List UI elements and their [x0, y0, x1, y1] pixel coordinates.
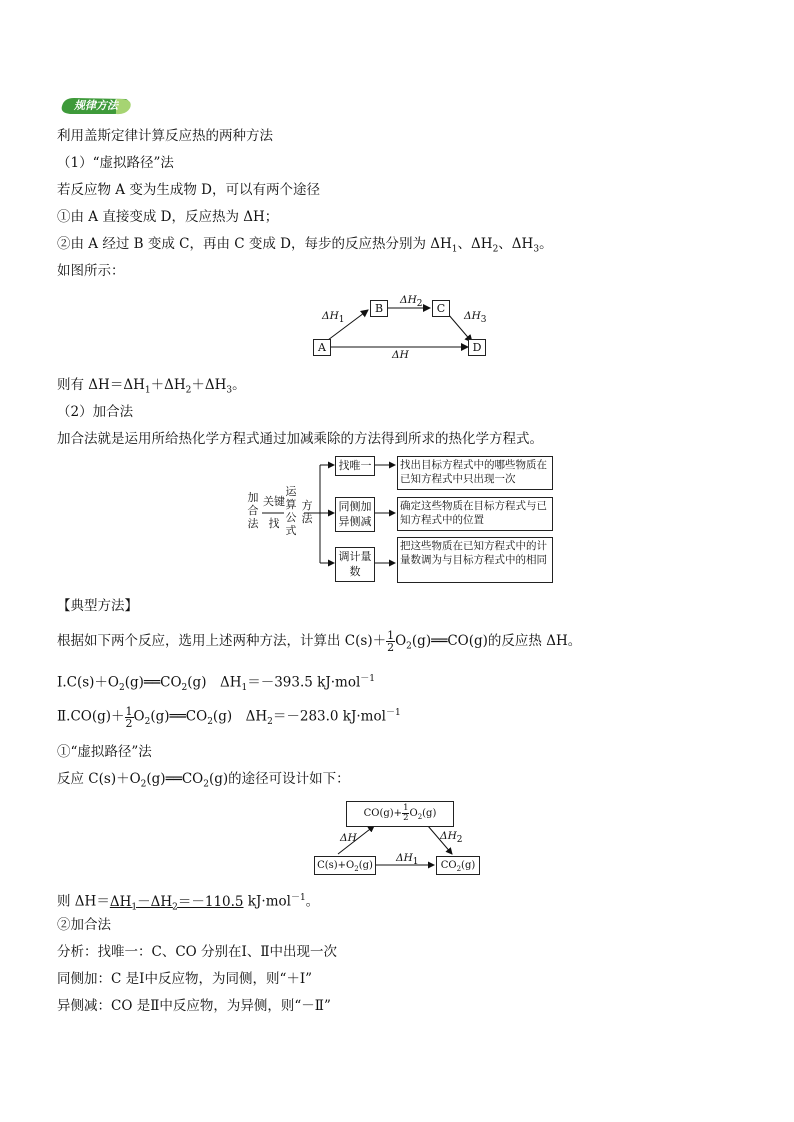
- label-dh1: $\Delta H_1$: [322, 310, 345, 326]
- node-b: B: [370, 300, 388, 317]
- co-intermediate-box: CO(g)+ $\frac{1}{2}$ $O_2(g)$: [346, 801, 454, 827]
- reaction-2: Ⅱ.CO(g)＋ $\frac{1}{2}$ $O_2(g)══CO_2(g)$ $\Delta H_2=-283.0$ kJ·mol$^{-1}$: [57, 704, 401, 730]
- intro-text: 利用盖斯定律计算反应热的两种方法: [57, 128, 273, 144]
- method2-description: 加合法就是运用所给热化学方程式通过加减乘除的方法得到所求的热化学方程式。: [57, 431, 543, 447]
- reaction-1: $Ⅰ.C(s)+O_2(g)══CO_2(g)$ $\Delta H_1=-393.5$ kJ·mol$^{-1}$: [57, 674, 376, 694]
- opposite-side-text: 异侧减：CO 是Ⅱ中反应物，为异侧，则“－Ⅱ”: [57, 998, 331, 1014]
- key-label: 关键: [263, 495, 285, 508]
- method1-heading: （1）“虚拟路径”法: [57, 155, 174, 171]
- question-text: 根据如下两个反应，选用上述两种方法，计算出 C(s)＋ $\frac{1}{2}$ $O_2(g)══CO(g)$的反应热 ΔH。: [57, 629, 582, 654]
- label-dh: ΔH: [392, 349, 409, 361]
- label-dh1-across: $\Delta H_1$: [396, 852, 419, 868]
- node-a: A: [313, 339, 331, 356]
- addition-method-diagram: [240, 455, 560, 585]
- reactants-box: $C(s)+O_2(g)$: [314, 856, 376, 875]
- label-dh2: $\Delta H_2$: [400, 294, 423, 310]
- same-side-text: 同侧加：C 是Ⅰ中反应物，为同侧，则“＋Ⅰ”: [57, 971, 313, 987]
- label-dh-up: ΔH: [340, 832, 357, 844]
- find-label: 找: [268, 517, 280, 530]
- desc-adjust-coef: 把这些物质在已知方程式中的计量数调为与目标方程式中的相同: [397, 537, 553, 583]
- path1-text: ①由 A 直接变成 D，反应热为 ΔH；: [57, 209, 279, 225]
- m2-heading: ②加合法: [57, 917, 111, 933]
- path2-text: ②由 A 经过 B 变成 C，再由 C 变成 D，每步的反应热分别为 $\Delta H_1$、$\Delta H_2$、$\Delta H_3$。: [57, 236, 553, 255]
- half-fraction: $\frac{1}{2}$: [387, 629, 395, 654]
- node-d: D: [468, 339, 486, 356]
- badge-label: 规律方法: [74, 99, 118, 112]
- desc-find-unique: 找出目标方程式中的哪些物质在已知方程式中只出现一次: [397, 456, 553, 490]
- step-same-add: 同侧加异侧减: [335, 497, 375, 532]
- root-label: 加合法: [247, 491, 259, 530]
- path-diagram: [300, 290, 500, 360]
- formula-label: 运算公式: [285, 485, 297, 537]
- result-text: 则有 $\Delta H=\Delta H_1+\Delta H_2+\Delta H_3$。: [57, 377, 246, 396]
- m1-design-text: 反应 $C(s)+O_2(g)══CO_2(g)$的途径可设计如下：: [57, 771, 350, 790]
- co2-box: $CO_2(g)$: [436, 856, 480, 875]
- node-c: C: [432, 300, 450, 317]
- section-badge: [60, 96, 132, 116]
- example-heading: 【典型方法】: [57, 598, 138, 614]
- label-dh3: $\Delta H_3$: [464, 310, 487, 326]
- method-label: 方法: [301, 499, 313, 525]
- half-fraction-2: $\frac{1}{2}$: [125, 704, 133, 730]
- method1-line1: 若反应物 A 变为生成物 D，可以有两个途径: [57, 182, 320, 198]
- label-dh2-down: $\Delta H_2$: [440, 830, 463, 846]
- m1-heading: ①“虚拟路径”法: [57, 744, 152, 760]
- answer-text: 则 $\Delta H=\Delta H_1-\Delta H_2=-110.5$ kJ·mol$^{-1}$。: [57, 893, 320, 913]
- desc-same-add: 确定这些物质在目标方程式与已知方程式中的位置: [397, 497, 553, 531]
- step-find-unique: 找唯一: [335, 456, 375, 476]
- step-adjust-coef: 调计量数: [335, 547, 375, 582]
- analysis-text: 分析：找唯一：C、CO 分别在Ⅰ、Ⅱ中出现一次: [57, 944, 338, 960]
- co-path-diagram: [312, 798, 484, 878]
- method2-heading: （2）加合法: [57, 404, 134, 420]
- as-shown-text: 如图所示：: [57, 263, 125, 279]
